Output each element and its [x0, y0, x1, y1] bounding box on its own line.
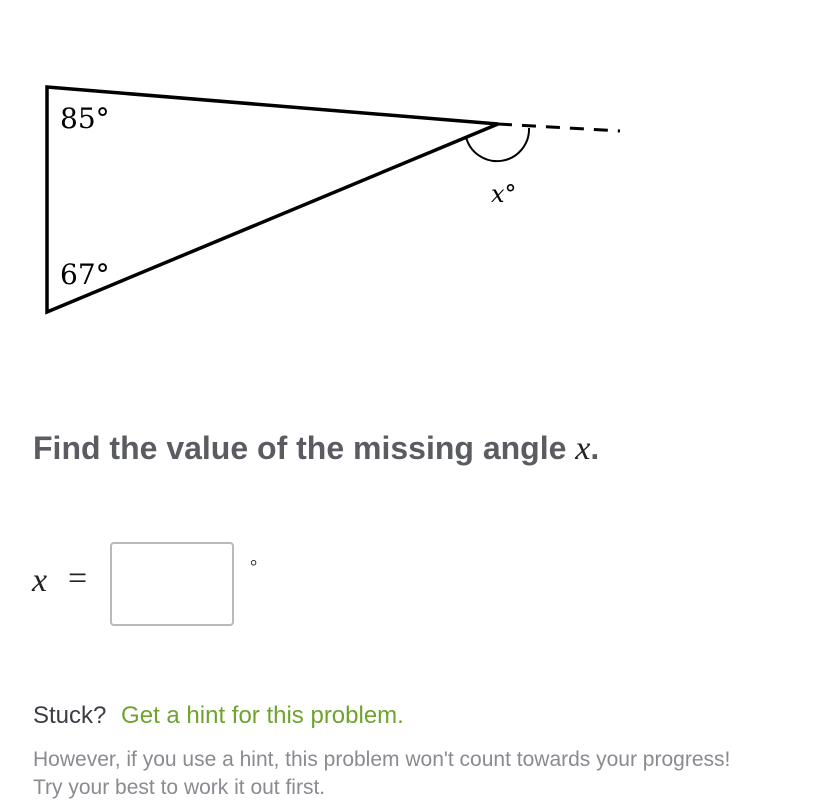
question-prefix: Find the value of the missing angle [33, 430, 576, 466]
answer-row [32, 542, 292, 630]
angle-label-85: 85° [60, 102, 110, 135]
question-text [33, 430, 599, 468]
triangle-shape [47, 87, 498, 312]
answer-variable: x [32, 562, 48, 599]
angle-label-67: 67° [60, 258, 110, 291]
triangle-diagram [0, 0, 828, 340]
hint-row [33, 702, 404, 730]
stuck-label: Stuck? [33, 702, 107, 729]
hint-warning-text: However, if you use a hint, this problem won't count towards your progress! Try your best to work it out first. [33, 748, 731, 799]
get-hint-link[interactable]: Get a hint for this problem. [121, 702, 404, 729]
angle-label-x: x° [491, 180, 517, 208]
dashed-extension-line [498, 124, 620, 131]
degree-unit: ° [250, 556, 258, 576]
answer-input[interactable] [110, 542, 234, 626]
question-variable: x [575, 430, 591, 467]
question-suffix: . [590, 430, 600, 466]
equals-sign: = [68, 560, 88, 597]
